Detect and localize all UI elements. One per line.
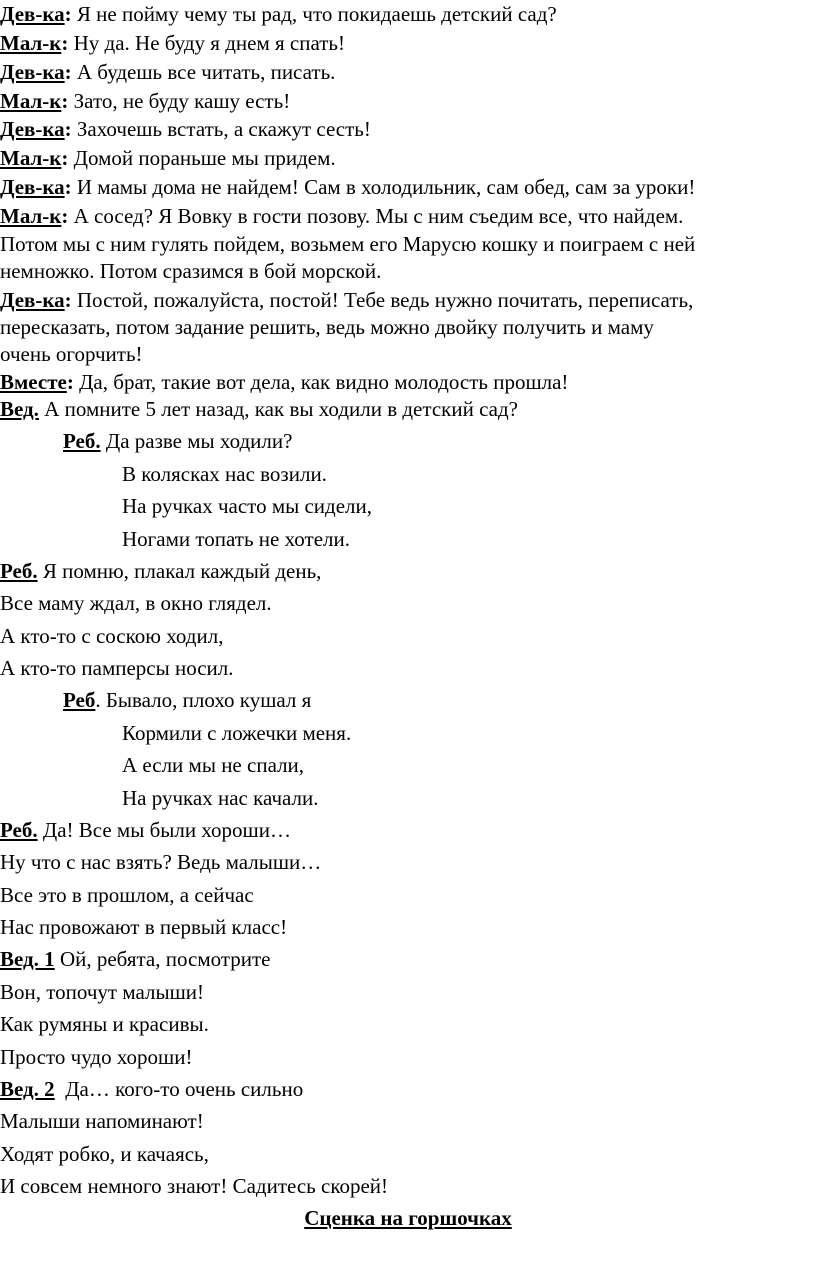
- dialogue-line: [0, 655, 234, 681]
- dialogue-line: [0, 623, 223, 649]
- speaker-label: Реб.: [63, 429, 101, 453]
- dialogue-line: [63, 687, 311, 713]
- dialogue-line: Дев-ка: Постой, пожалуйста, постой! Тебе ведь нужно почитать, переписать,: [0, 288, 694, 312]
- speaker-label: Вместе: [0, 370, 67, 394]
- speaker-label: Вед. 1: [0, 947, 55, 971]
- dialogue-line: Мал-к: Ну да. Не буду я днем я спать!: [0, 31, 345, 55]
- dialogue-line: [122, 720, 351, 746]
- line-text: Зато, не буду кашу есть!: [68, 89, 291, 113]
- dialogue-line: [0, 590, 272, 616]
- speaker-label: Мал-к: [0, 31, 62, 55]
- speaker-label: Дев-ка: [0, 117, 65, 141]
- line-text: Нас провожают в первый класс!: [0, 915, 288, 939]
- dialogue-line: Дев-ка: И мамы дома не найдем! Сам в холодильник, сам обед, сам за уроки!: [0, 175, 696, 199]
- dialogue-line: [122, 752, 304, 778]
- dialogue-line: Дев-ка: Я не пойму чему ты рад, что покидаешь детский сад?: [0, 2, 557, 26]
- line-text: Вон, топочут малыши!: [0, 980, 204, 1004]
- line-text: А сосед? Я Вовку в гости позову. Мы с ним съедим все, что найдем.: [68, 204, 684, 228]
- line-text: А кто-то с соскою ходил,: [0, 624, 224, 648]
- dialogue-line: [0, 882, 254, 908]
- dialogue-line: [122, 493, 372, 519]
- line-text: Да, брат, такие вот дела, как видно молодость прошла!: [73, 370, 569, 394]
- line-text: пересказать, потом задание решить, ведь можно двойку получить и маму: [0, 315, 654, 339]
- line-text: В колясках нас возили.: [122, 462, 327, 486]
- line-text: Да! Все мы были хороши…: [37, 818, 291, 842]
- dialogue-line: [0, 396, 518, 422]
- dialogue-line: [0, 258, 381, 284]
- section-title: Сценка на горшочках: [304, 1206, 512, 1230]
- dialogue-line: [0, 849, 321, 875]
- speaker-label: Реб.: [0, 818, 38, 842]
- speaker-label: Мал-к: [0, 204, 62, 228]
- line-text: Да разве мы ходили?: [100, 429, 293, 453]
- line-text: Все маму ждал, в окно глядел.: [0, 591, 272, 615]
- dialogue-line: Дев-ка: А будешь все читать, писать.: [0, 60, 336, 84]
- line-text: Да… кого-то очень сильно: [54, 1077, 304, 1101]
- speaker-label: Дев-ка: [0, 288, 65, 312]
- line-text: Ой, ребята, посмотрите: [54, 947, 271, 971]
- line-text: А помните 5 лет назад, как вы ходили в детский сад?: [38, 397, 518, 421]
- speaker-label: Дев-ка: [0, 60, 65, 84]
- line-text: Ходят робко, и качаясь,: [0, 1142, 209, 1166]
- dialogue-line: [0, 817, 291, 843]
- line-text: Кормили с ложечки меня.: [122, 721, 352, 745]
- line-text: Домой пораньше мы придем.: [68, 146, 336, 170]
- dialogue-line: Мал-к: А сосед? Я Вовку в гости позову. Мы с ним съедим все, что найдем.: [0, 204, 684, 228]
- line-text: Ногами топать не хотели.: [122, 527, 350, 551]
- line-text: Я не пойму чему ты рад, что покидаешь детский сад?: [71, 2, 557, 26]
- dialogue-line: [0, 946, 271, 972]
- dialogue-line: [0, 314, 654, 340]
- dialogue-line: [0, 1141, 209, 1167]
- dialogue-line: [0, 1044, 192, 1070]
- line-text: очень огорчить!: [0, 342, 143, 366]
- speaker-label: Вед.: [0, 397, 39, 421]
- dialogue-line: [0, 1076, 303, 1102]
- line-text: Постой, пожалуйста, постой! Тебе ведь нужно почитать, переписать,: [71, 288, 694, 312]
- dialogue-line: Вместе: Да, брат, такие вот дела, как видно молодость прошла!: [0, 370, 569, 394]
- dialogue-line: [0, 558, 321, 584]
- line-text: И совсем немного знают! Садитесь скорей!: [0, 1174, 389, 1198]
- line-text: Потом мы с ним гулять пойдем, возьмем его Марусю кошку и поиграем с ней: [0, 232, 696, 256]
- dialogue-line: [0, 1011, 209, 1037]
- line-text: На ручках часто мы сидели,: [122, 494, 373, 518]
- dialogue-line: [122, 785, 319, 811]
- line-text: На ручках нас качали.: [122, 786, 319, 810]
- dialogue-line: [122, 526, 350, 552]
- dialogue-line: Дев-ка: Захочешь встать, а скажут сесть!: [0, 117, 371, 141]
- line-text: Ну что с нас взять? Ведь малыши…: [0, 850, 322, 874]
- dialogue-line: [0, 231, 695, 257]
- line-text: немножко. Потом сразимся в бой морской.: [0, 259, 382, 283]
- dialogue-line: [0, 1173, 388, 1199]
- dialogue-line: Мал-к: Домой пораньше мы придем.: [0, 146, 336, 170]
- line-text: Просто чудо хороши!: [0, 1045, 193, 1069]
- line-text: А кто-то памперсы носил.: [0, 656, 234, 680]
- line-text: Малыши напоминают!: [0, 1109, 204, 1133]
- speaker-label: Вед. 2: [0, 1077, 55, 1101]
- dialogue-line: [122, 461, 327, 487]
- speaker-label: Дев-ка: [0, 175, 65, 199]
- line-text: Я помню, плакал каждый день,: [37, 559, 322, 583]
- speaker-label: Дев-ка: [0, 2, 65, 26]
- dialogue-line: [0, 914, 287, 940]
- dialogue-line: Мал-к: Зато, не буду кашу есть!: [0, 89, 291, 113]
- dialogue-line: [0, 341, 143, 367]
- line-text: Как румяны и красивы.: [0, 1012, 209, 1036]
- line-text: А будешь все читать, писать.: [71, 60, 336, 84]
- speaker-label: Мал-к: [0, 146, 62, 170]
- line-text: Все это в прошлом, а сейчас: [0, 883, 254, 907]
- speaker-label: Реб.: [0, 559, 38, 583]
- line-text: . Бывало, плохо кушал я: [95, 688, 312, 712]
- dialogue-line: [63, 428, 292, 454]
- line-text: А если мы не спали,: [122, 753, 305, 777]
- line-text: Захочешь встать, а скажут сесть!: [71, 117, 371, 141]
- speaker-label: Реб: [63, 688, 96, 712]
- line-text: И мамы дома не найдем! Сам в холодильник, сам обед, сам за уроки!: [71, 175, 696, 199]
- dialogue-line: [0, 979, 204, 1005]
- dialogue-line: [0, 1108, 204, 1134]
- speaker-label: Мал-к: [0, 89, 62, 113]
- line-text: Ну да. Не буду я днем я спать!: [68, 31, 345, 55]
